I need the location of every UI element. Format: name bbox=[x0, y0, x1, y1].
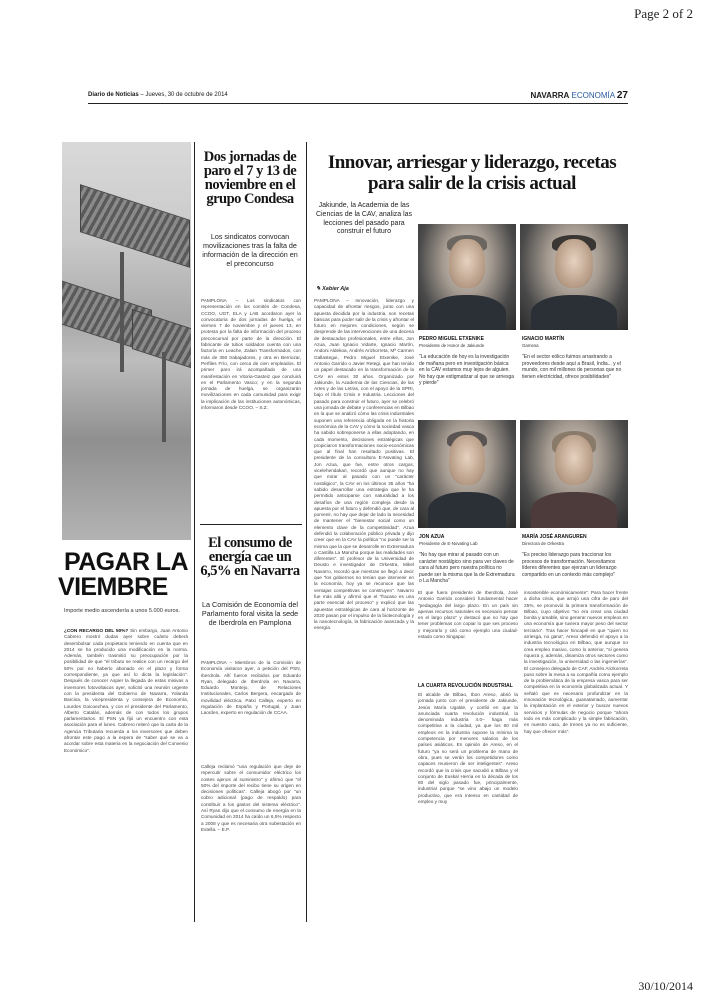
main-col-2b: El alcalde de Bilbao, Ibon Areso, abrió la jornada junto con el presidente de Jakiunde, Jesús María Ugalde, y confió en que la anunciada cuarta revolución industrial, la denominada industria 4.0– haga más competitiva a la ciudad, ya que los 60 mil empleos en la industria supone la mínima la competencia por menores salarios de los países asiáticos. En opinión de Areso, en el futuro "ya no será un problema de mano de obra, pues se verán los competidores como capaces reunieron de ser inteligentes". Areso recordó que la crisis que sacudió a Bilbao y el conjunto de Euskal Herria en la década de los 80 del siglo pasado fue, principalmente, industrial porque "se vino abajo un modelo productivo, que era intenso en cantidad de empleo y muy bbox=[418, 692, 518, 805]
person-role: Presidente de E-Novating Lab bbox=[419, 541, 478, 546]
left-lede: Importe medio ascendería a unos 5.000 euros. bbox=[64, 608, 180, 614]
person-role: Gamesa bbox=[522, 343, 539, 348]
condesa-subtitle: Los sindicatos convocan movilizaciones tras la falta de información de la dirección en el preconcurso bbox=[202, 232, 298, 268]
left-headline: PAGAR LA VIEMBRE bbox=[58, 548, 188, 601]
main-col-2: El que fuera presidente de Iberdrola, José Antonio Garrido consideró fundamental hacer "pedagogía del largo plazo. En un país sin apenas recursos naturales es necesario pensar en el largo plazo" y destacó que no hay que tener problemas con copiar lo que ses proceso y mejorarlo y citó como ejemplo una ciudad-estado como Singapur. bbox=[418, 590, 518, 640]
condesa-headline: Dos jornadas de paro el 7 y 13 de noviembre en el grupo Condesa bbox=[203, 149, 297, 207]
person-quote: "La educación de hoy es la investigación de mañana pero en investigación básica en la CAV estamos muy lejos de alguien. No hay que estigmatizar al que se arriesga y pierde" bbox=[419, 354, 515, 387]
paper-name: Diario de Noticias bbox=[88, 92, 139, 98]
portrait-martin bbox=[520, 224, 628, 330]
person-role: Directora de Orkestra bbox=[522, 541, 564, 546]
portrait-etxenike bbox=[418, 224, 516, 330]
issue-date: – Jueves, 30 de octubre de 2014 bbox=[140, 92, 228, 98]
main-subtitle: Jakiunde, la Academia de las Ciencias de la CAV, analiza las lecciones del pasado para construir el futuro bbox=[315, 202, 413, 236]
column-rule bbox=[194, 142, 195, 922]
main-headline: Innovar, arriesgar y liderazgo, recetas para salir de la crisis actual bbox=[327, 152, 617, 194]
panel-pole bbox=[120, 252, 124, 372]
energia-headline: El consumo de energía cae un 6,5% en Navarra bbox=[200, 535, 300, 579]
page-number: 27 bbox=[616, 90, 628, 101]
person-name: JON AZUA bbox=[419, 534, 445, 540]
portrait-azua bbox=[418, 420, 516, 528]
person-quote: "Es preciso liderazgo para traccionar los procesos de transformación. Necesitamos líderes diferentes que ejerzan un liderazgo compartido en un contexto más complejo" bbox=[522, 552, 617, 578]
section-name: NAVARRA bbox=[530, 91, 570, 100]
solar-panels-photo bbox=[62, 142, 191, 540]
main-col-3: insostenible económicamente". Para hacer frente a dicha crisis, que arrojó una cifra de paro del 25%, se promovió la primera transformación de Bilbao, cuyo objetivo "no era crear una ciudad bonita y amable, sino generar nuevos empleos en una economía que tuviera mayor peso del sector terciario". Tras hacer hincapié en que "quien no arriesga, no gana", Areso defendió el apoyo a la industria tecnológica en Bilbao, que aunque no crea empleo masivo, como lo anterior, "sí genera riqueza y, además, dinamiza otros sectores como la investigación, la universidad o las ingenierías". El consejero delegado de CAF, Andrés Arizkorreta puso sobre la mesa a su compañía como ejemplo de la problemática de la empresa vasca para ser competitiva en la economía globalizada actual. Y señaló que es necesario profundizar en la innovación tecnológica, guanatamado, aumentar la implantación en el exterior y buscar nuevos servicios y fórmulas de negocio porque "ahora todo es más complicado y la simple fabricación, en nuestro caso, de trenes ya no es suficiente, hay que ofrecer más". bbox=[524, 590, 628, 734]
energia-subtitle: La Comisión de Economía del Parlamento foral visita la sede de Iberdrola en Pamplona bbox=[201, 600, 299, 627]
newspaper-header bbox=[88, 90, 628, 104]
section-divider bbox=[200, 524, 302, 525]
byline: ✎ Xabier Aja bbox=[316, 286, 349, 292]
footer-date: 30/10/2014 bbox=[638, 979, 693, 993]
section-name-2: ECONOMÍA bbox=[571, 91, 615, 100]
person-quote: "No hay que mirar al pasado con un carácter nostálgico sino para ver claves de cara al futuro pero nuestra política no puede ser la misma que la de Extremadura o La Mancha" bbox=[419, 552, 515, 585]
left-body: ¿CON RECARGO DEL 50%? Sin embargo, Juan Antonio Cabrero mostró dudas ayer sobre cuánto deberá desembolsar cada propietario teniendo en cuenta que en 2014 se ha producido una modificación en la norma. Además, también trasmitió su preocupación por la posibilidad de que "el tributo se realice con un recargo del 50% por no haberlo abonado en el plazo y forma correspondiente, ya que así lo dicta la legislación". Después de conocer Aspier la llegada de estas misivas a inversores fotovoltaicos ayer, solicitó una reunión urgente con la presidenta del Gobierno de Navarra, Yolanda Barcina, la vicepresidenta y consejera de Economía, Lourdes Goicoechea, y con el presidente del Parlamento, Alberto Catalán, además de con todos los grupos parlamentarios. El PSN ya fijó un encuentro con esta asociación para el lunes. Cabrero reiteró que la carta de la Agencia Tributaria recuerda a los inversores que deben afrontar este pago a la espera de "saber qué se va a acordar sobre esta materia en la negociación del Convenio Económico". bbox=[64, 628, 188, 753]
person-quote: "En el sector eólico fuimos arrastrando a proveedores desde aquí a Brasil, India... y el mundo, con mil millones de personas que no tienen electricidad, ofrece posibilidades" bbox=[522, 354, 622, 380]
energia-body-2: Calleja reclamó "una regulación que deje de repercutir sobre el consumidor eléctrico los costes ajenos al suministro" y afirmó que "el 50% del importe del recibo tiene su origen en decisiones políticas". Calleja abogó por "un cobro adicional (pago de respaldo) para contribuir a los gastos del sistema eléctrico". Así Ryan dijo que el consumo de energía en la Comunidad en 2014 ha caído un 6,5% respecto a 2008 y que es necesaria otra subestación en Estella. – E.P. bbox=[201, 764, 301, 832]
page-number-label: Page 2 of 2 bbox=[634, 6, 693, 21]
person-role: Presidente de Honor de Jakiunde bbox=[419, 343, 485, 348]
main-subhead: LA CUARTA REVOLUCIÓN INDUSTRIAL bbox=[418, 683, 513, 689]
person-name: PEDRO MIGUEL ETXENIKE bbox=[419, 336, 484, 342]
panel-pole bbox=[162, 352, 166, 442]
person-name: IGNACIO MARTÍN bbox=[522, 336, 565, 342]
solar-panel bbox=[80, 184, 190, 268]
portrait-aranguren bbox=[520, 420, 628, 528]
condesa-body: PAMPLONA – Los sindicatos con representación en los comités de Condesa, CCOO, UGT, ELA y LAB acordaron ayer la convocatoria de dos jornadas de huelga, el viernes 7 de noviembre y el jueves 13, en protesta por la falta de información del proceso preconcursal por parte de la dirección. El fabricante de tubos soldados cuenta con una factoría en Leache, Zalain Transformados, con más de 350 trabajadores, y otra en Berriozar, Perfiles Frío, con cerca de cien empleados. El primer paro irá acompañado de una manifestación en Vitoria-Gasteiz que concluirá en el Parlamento Vasco; y en la segunda jornada de huelga, se organizarán movilizaciones en cada comunidad para exigir la implicación de las instituciones autonómicas, informaron desde CCOO. – S.Z. bbox=[201, 298, 301, 411]
main-col-1: PAMPLONA – Innovación, liderazgo y capacidad de afrontar riesgos, junto con una apuesta decidida por la industria, son recetas básicas para poder salir de la crisis y afrontar el futuro en mejores condiciones, según se desprende de las intervenciones de una decena de destacados profesionales, entre ellos, Jon Azua, Juan Ignacio Vidarte, Ignacio Martín, Andoni Aldekoa, Andrés Arizkorreta, Mª Carmen Gallastegui, Pedro Miguel Etxenike, José Antonio Garrido o Javier Retegi, que han tenido un papel destacado en la transformación de la CAV en estos 30 años. Organizado por Jakiunde, la Academia de las Ciencias, de las Artes y de las Letras, con el apoyo de la SPRI, bajo el título Crisis e Industria. Lecciones del pasado para construir el futuro, ayer se celebró una jornada de debate y conferencias en Bilbao en la que se analizó cómo las crisis industriales suponen una referencia obligada en la historia económica de la CAV y cómo la sociedad vasca ha sabido sobreponerse a ellas adoptando, en cada momento, decisiones estratégicas que propiciaron transformaciones socio-económicas que al final han resultado positivas. El presidente de la consultora E-Novating Lab, Jon Azua, que fue, entre otros cargos, vicelehendakari, recordó que aunque no hay que mirar al pasado con un "carácter nostálgico", la CAV en los últimos 35 años "ha sabido desarrollar una estrategia que le ha permitido anticiparse con naturalidad a los desafíos de una región compleja desde la apuesta por el futuro y defendió que, de cara al porvenir, no hay que dejar de lado la necesidad de mantener el "bienestar social como un elemento clave de la competitividad". Azua defendió la colaboración público privada y dijo creer que en la CAV la política "no puede ser la misma que la que se desarrolle en Extremadura o Castilla La Mancha porque las realidades son diferentes". El profesor de la Universidad de Deusto e investigador de Orkestra, Mikel Navarro, recordó que mientras se llegó a decir que "los gobiernos no tenían que intervenir en la economía, hoy ya se reconoce que las ventajas competitivas se construyen". Navarro fue más allá y afirmó que el "fracaso es una parte esencial del proceso" y explicó que las apuestas estratégicas de cara al horizonte de 2020 pasan por el impulso de la biotecnología y la nanotecnología, la fabricación avanzada y la energía. bbox=[314, 298, 414, 631]
left-subhead: ¿CON RECARGO DEL 50%? bbox=[64, 628, 129, 633]
column-rule bbox=[306, 142, 307, 922]
person-name: MARÍA JOSÉ ARANGUREN bbox=[522, 534, 587, 540]
energia-body-1: PAMPLONA – Miembros de la Comisión de Economía visitaron ayer, a petición del PSN, Iberdrola. Allí fueron recibidos por Eduardo Ryan, delegado de Iberdrola en Navarra, Eduardo Montejo, de Relaciones Institucionales, Carlos Bergera, encargado de movilidad eléctrica, Patxi Calleja, experto en regulación de España y Portugal, y Juan Laorden, experto en regulación de CCAA. bbox=[201, 660, 301, 716]
